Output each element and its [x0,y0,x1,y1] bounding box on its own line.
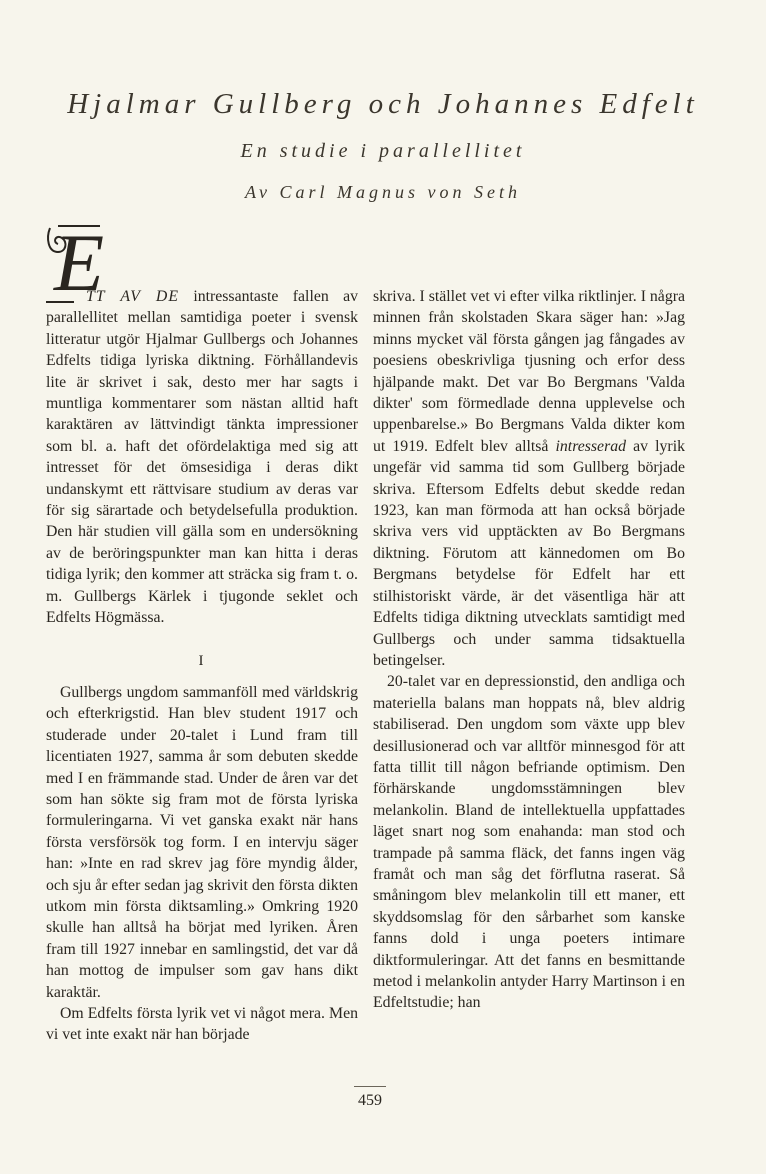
left-column [46,286,358,1046]
paragraph-continued [373,286,685,671]
right-column [373,286,685,1014]
paragraph-twenties: 20-talet var en depressionstid, den andliga och materiella balans man hoppats nå, blev aldrig stabiliserad. Den ungdom som växte upp blev desillusionerad och var alltför minnesgod för att fatta tillit till någon befriande optimism. Den förhärskande ungdomsstämningen blev melankolin. Bland de intellektuella uppfattades läget snart nog som enahanda: man stod och trampade på samma fläck, det fanns ingen väg framåt och man såg det förflutna raserat. Så småningom blev melankolin till ett maner, ett skyddsomslag för den sårbarhet som kanske fanns dold i unga poeters intimare diktformuleringar. Att det fanns en besmittande metod i melankolin antyder Harry Martinson i en Edfeltstudie; han [373,673,685,1012]
section-number: I [198,652,206,669]
paragraph-gullberg: Gullbergs ungdom sammanföll med världskrig och efterkrigstid. Han blev student 1917 och studerade under 20-talet i Lund fram till licentiaten 1927, samma år som debuten skedde med I en främmande stad. Under de åren var det som han sökte sig fram mot de första lyriska formuleringarna. Vi vet ganska exakt när hans första versförsök tog form. I en intervju säger han: »Inte en rad skrev jag före myndig ålder, och sju år efter sedan jag skrivit den första dikten utkom min första diktsamling.» Omkring 1920 skulle han alltså ha börjat med lyriken. Åren fram till 1927 innebar en samlingstid, det var då han mottog de impulser som gav hans dikt karaktär. [46,683,358,1001]
article-subtitle: En studie i parallellitet [240,140,526,162]
page-number-text: 459 [358,1092,382,1109]
footer-rule [354,1086,386,1087]
page-number [0,1092,740,1110]
paragraph-intro [46,286,358,629]
emphasis-word: intresserad [555,437,627,455]
paragraph-continued-text-a: skriva. I stället vet vi efter vilka riktlinjer. I några minnen från skolstaden Skara säger han: »Jag minns mycket väl första gången jag fångades av poesiens obeskrivliga tjusning och erfor dess hjälpande makt. Det var Bo Bergmans 'Valda dikter' som förmedlade denna upplevelse och uppenbarelse.» Bo Bergmans Valda dikter kom ut 1919. Edfelt blev alltså [373,288,685,455]
opening-words: TT AV DE [86,288,179,305]
dropcap-letter: E [54,218,105,308]
paragraph-edfelt-start: Om Edfelts första lyrik vet vi något mera. Men vi vet inte exakt när han började [46,1005,358,1044]
article-byline: Av Carl Magnus von Seth [245,182,521,202]
paragraph-continued-text-b: av lyrik ungefär vid samma tid som Gullberg började skriva. Eftersom Edfelts debut skedde redan 1923, kan man förmoda att han också började skriva vers vid upptäckten av Bo Bergmans diktning. Förutom att kännedomen om Bo Bergmans betydelse för Edfelt har ett stilhistoriskt värde, är det väsentliga här att Edfelts tidiga diktning utvecklats samtidigt med Gullbergs och under samma tidsaktuella betingelser. [373,437,685,669]
article-title: Hjalmar Gullberg och Johannes Edfelt [67,88,699,120]
paragraph-intro-text: intressantaste fallen av parallellitet mellan samtidiga poeter i svensk litteratur utgör Hjalmar Gullbergs och Johannes Edfelts tidiga lyriska diktning. Förhållandevis lite är skrivet i sak, desto mer har sagts i muntliga kommentarer som nästan alltid haft karaktären av lättvindigt tänkta impressioner som bl. a. haft det ofördelaktiga med sig att intresset för det ömsesidiga i deras dikt undanskymt ett rättvisare studium av deras var för sig särartade och betydelsefulla produktion. Den här studien vill gälla som en undersökning av de beröringspunkter man kan hitta i deras tidiga lyrik; den kommer att sträcka sig fram t. o. m. Gullbergs Kärlek i tjugonde seklet och Edfelts Högmässa. [46,288,358,627]
